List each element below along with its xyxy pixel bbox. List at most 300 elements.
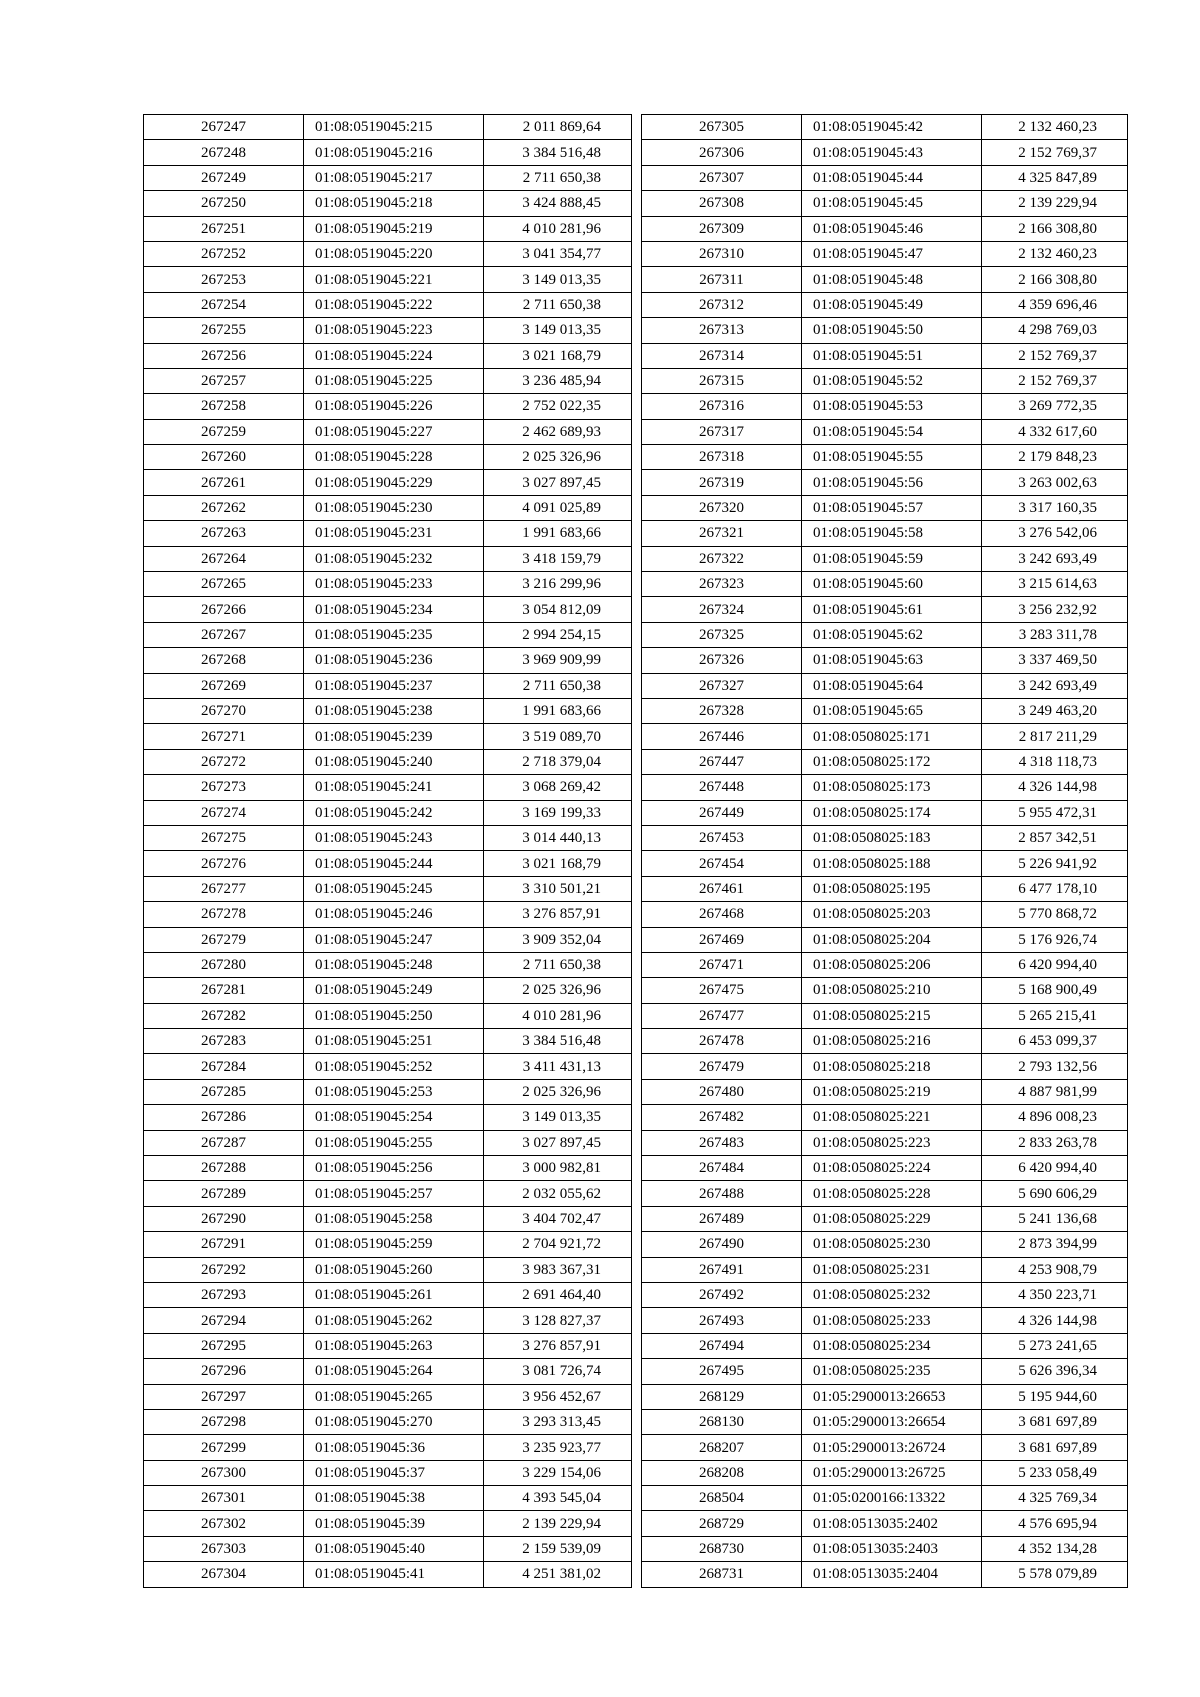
record-number-cell: 267489 bbox=[642, 1206, 802, 1231]
value-cell: 2 711 650,38 bbox=[484, 673, 632, 698]
cadastral-number-cell: 01:08:0519045:259 bbox=[304, 1232, 484, 1257]
cadastral-number-cell: 01:08:0519045:257 bbox=[304, 1181, 484, 1206]
record-number-cell: 267314 bbox=[642, 343, 802, 368]
cadastral-number-cell: 01:08:0519045:250 bbox=[304, 1003, 484, 1028]
table-row bbox=[144, 1232, 632, 1257]
value-cell: 3 027 897,45 bbox=[484, 470, 632, 495]
cadastral-number-cell: 01:08:0519045:260 bbox=[304, 1257, 484, 1282]
table-row bbox=[144, 292, 632, 317]
table-row bbox=[144, 622, 632, 647]
table-row bbox=[144, 1282, 632, 1307]
table-row bbox=[642, 775, 1128, 800]
cadastral-number-cell: 01:08:0508025:228 bbox=[802, 1181, 982, 1206]
value-cell: 3 384 516,48 bbox=[484, 1029, 632, 1054]
cadastral-number-cell: 01:08:0519045:231 bbox=[304, 521, 484, 546]
table-row bbox=[642, 978, 1128, 1003]
value-cell: 3 404 702,47 bbox=[484, 1206, 632, 1231]
value-cell: 4 325 847,89 bbox=[982, 165, 1128, 190]
value-cell: 3 149 013,35 bbox=[484, 318, 632, 343]
cadastral-number-cell: 01:08:0519045:56 bbox=[802, 470, 982, 495]
record-number-cell: 267305 bbox=[642, 115, 802, 140]
value-cell: 5 176 926,74 bbox=[982, 927, 1128, 952]
record-number-cell: 267311 bbox=[642, 267, 802, 292]
cadastral-number-cell: 01:08:0508025:235 bbox=[802, 1359, 982, 1384]
table-row bbox=[642, 876, 1128, 901]
cadastral-number-cell: 01:08:0508025:231 bbox=[802, 1257, 982, 1282]
table-row bbox=[642, 115, 1128, 140]
value-cell: 3 263 002,63 bbox=[982, 470, 1128, 495]
record-number-cell: 267250 bbox=[144, 191, 304, 216]
cadastral-number-cell: 01:08:0519045:42 bbox=[802, 115, 982, 140]
table-row bbox=[144, 165, 632, 190]
record-number-cell: 268129 bbox=[642, 1384, 802, 1409]
cadastral-number-cell: 01:08:0519045:227 bbox=[304, 419, 484, 444]
value-cell: 4 359 696,46 bbox=[982, 292, 1128, 317]
table-row bbox=[642, 1409, 1128, 1434]
cadastral-number-cell: 01:08:0519045:59 bbox=[802, 546, 982, 571]
table-row bbox=[144, 115, 632, 140]
value-cell: 3 041 354,77 bbox=[484, 241, 632, 266]
table-row bbox=[144, 597, 632, 622]
value-cell: 6 453 099,37 bbox=[982, 1029, 1128, 1054]
record-number-cell: 268130 bbox=[642, 1409, 802, 1434]
record-number-cell: 267262 bbox=[144, 495, 304, 520]
value-cell: 2 462 689,93 bbox=[484, 419, 632, 444]
value-cell: 3 081 726,74 bbox=[484, 1359, 632, 1384]
value-cell: 3 681 697,89 bbox=[982, 1409, 1128, 1434]
cadastral-number-cell: 01:08:0519045:229 bbox=[304, 470, 484, 495]
value-cell: 3 027 897,45 bbox=[484, 1130, 632, 1155]
table-row bbox=[144, 1511, 632, 1536]
table-row bbox=[642, 1282, 1128, 1307]
value-cell: 2 179 848,23 bbox=[982, 445, 1128, 470]
cadastral-number-cell: 01:08:0508025:223 bbox=[802, 1130, 982, 1155]
record-number-cell: 267284 bbox=[144, 1054, 304, 1079]
cadastral-number-cell: 01:08:0519045:232 bbox=[304, 546, 484, 571]
table-row bbox=[144, 1333, 632, 1358]
cadastral-number-cell: 01:05:2900013:26653 bbox=[802, 1384, 982, 1409]
right-data-table bbox=[641, 114, 1128, 1588]
cadastral-number-cell: 01:08:0519045:45 bbox=[802, 191, 982, 216]
table-row bbox=[144, 648, 632, 673]
record-number-cell: 267261 bbox=[144, 470, 304, 495]
table-row bbox=[642, 1029, 1128, 1054]
record-number-cell: 268208 bbox=[642, 1460, 802, 1485]
cadastral-number-cell: 01:08:0508025:232 bbox=[802, 1282, 982, 1307]
value-cell: 5 273 241,65 bbox=[982, 1333, 1128, 1358]
value-cell: 3 276 857,91 bbox=[484, 1333, 632, 1358]
value-cell: 2 025 326,96 bbox=[484, 1079, 632, 1104]
cadastral-number-cell: 01:08:0519045:234 bbox=[304, 597, 484, 622]
record-number-cell: 267325 bbox=[642, 622, 802, 647]
record-number-cell: 267298 bbox=[144, 1409, 304, 1434]
table-row bbox=[144, 546, 632, 571]
value-cell: 2 691 464,40 bbox=[484, 1282, 632, 1307]
table-row bbox=[642, 318, 1128, 343]
cadastral-number-cell: 01:08:0519045:240 bbox=[304, 749, 484, 774]
value-cell: 4 393 545,04 bbox=[484, 1486, 632, 1511]
table-row bbox=[642, 1105, 1128, 1130]
cadastral-number-cell: 01:08:0519045:242 bbox=[304, 800, 484, 825]
cadastral-number-cell: 01:08:0519045:236 bbox=[304, 648, 484, 673]
cadastral-number-cell: 01:05:2900013:26725 bbox=[802, 1460, 982, 1485]
record-number-cell: 267281 bbox=[144, 978, 304, 1003]
cadastral-number-cell: 01:08:0508025:233 bbox=[802, 1308, 982, 1333]
record-number-cell: 267252 bbox=[144, 241, 304, 266]
record-number-cell: 267295 bbox=[144, 1333, 304, 1358]
record-number-cell: 267271 bbox=[144, 724, 304, 749]
value-cell: 4 253 908,79 bbox=[982, 1257, 1128, 1282]
table-row bbox=[144, 876, 632, 901]
cadastral-number-cell: 01:08:0519045:48 bbox=[802, 267, 982, 292]
value-cell: 3 054 812,09 bbox=[484, 597, 632, 622]
table-row bbox=[642, 546, 1128, 571]
value-cell: 5 195 944,60 bbox=[982, 1384, 1128, 1409]
cadastral-number-cell: 01:08:0519045:217 bbox=[304, 165, 484, 190]
record-number-cell: 267300 bbox=[144, 1460, 304, 1485]
record-number-cell: 267328 bbox=[642, 698, 802, 723]
value-cell: 3 128 827,37 bbox=[484, 1308, 632, 1333]
record-number-cell: 267272 bbox=[144, 749, 304, 774]
table-row bbox=[642, 673, 1128, 698]
value-cell: 1 991 683,66 bbox=[484, 698, 632, 723]
table-row bbox=[642, 851, 1128, 876]
table-row bbox=[642, 1130, 1128, 1155]
record-number-cell: 267294 bbox=[144, 1308, 304, 1333]
record-number-cell: 267313 bbox=[642, 318, 802, 343]
record-number-cell: 267316 bbox=[642, 394, 802, 419]
record-number-cell: 267320 bbox=[642, 495, 802, 520]
cadastral-number-cell: 01:08:0519045:251 bbox=[304, 1029, 484, 1054]
left-table-body bbox=[144, 115, 632, 1588]
table-row bbox=[642, 622, 1128, 647]
value-cell: 3 169 199,33 bbox=[484, 800, 632, 825]
table-row bbox=[144, 241, 632, 266]
record-number-cell: 267490 bbox=[642, 1232, 802, 1257]
record-number-cell: 267290 bbox=[144, 1206, 304, 1231]
table-row bbox=[642, 241, 1128, 266]
value-cell: 2 032 055,62 bbox=[484, 1181, 632, 1206]
value-cell: 3 969 909,99 bbox=[484, 648, 632, 673]
cadastral-number-cell: 01:08:0508025:195 bbox=[802, 876, 982, 901]
value-cell: 3 249 463,20 bbox=[982, 698, 1128, 723]
value-cell: 3 021 168,79 bbox=[484, 851, 632, 876]
value-cell: 2 132 460,23 bbox=[982, 241, 1128, 266]
cadastral-number-cell: 01:08:0519045:63 bbox=[802, 648, 982, 673]
table-row bbox=[144, 927, 632, 952]
table-row bbox=[144, 495, 632, 520]
cadastral-number-cell: 01:08:0519045:61 bbox=[802, 597, 982, 622]
cadastral-number-cell: 01:08:0508025:224 bbox=[802, 1156, 982, 1181]
cadastral-number-cell: 01:08:0519045:62 bbox=[802, 622, 982, 647]
cadastral-number-cell: 01:08:0519045:38 bbox=[304, 1486, 484, 1511]
value-cell: 2 139 229,94 bbox=[484, 1511, 632, 1536]
table-row bbox=[144, 902, 632, 927]
cadastral-number-cell: 01:08:0519045:224 bbox=[304, 343, 484, 368]
table-row bbox=[144, 1003, 632, 1028]
table-row bbox=[642, 368, 1128, 393]
table-row bbox=[144, 1181, 632, 1206]
cadastral-number-cell: 01:08:0519045:230 bbox=[304, 495, 484, 520]
cadastral-number-cell: 01:08:0519045:53 bbox=[802, 394, 982, 419]
cadastral-number-cell: 01:08:0508025:215 bbox=[802, 1003, 982, 1028]
record-number-cell: 267253 bbox=[144, 267, 304, 292]
cadastral-number-cell: 01:08:0508025:210 bbox=[802, 978, 982, 1003]
table-row bbox=[144, 1257, 632, 1282]
value-cell: 2 857 342,51 bbox=[982, 825, 1128, 850]
cadastral-number-cell: 01:08:0519045:47 bbox=[802, 241, 982, 266]
table-row bbox=[144, 724, 632, 749]
record-number-cell: 267309 bbox=[642, 216, 802, 241]
record-number-cell: 267257 bbox=[144, 368, 304, 393]
table-row bbox=[144, 1359, 632, 1384]
value-cell: 4 298 769,03 bbox=[982, 318, 1128, 343]
record-number-cell: 267273 bbox=[144, 775, 304, 800]
table-row bbox=[144, 1156, 632, 1181]
value-cell: 3 337 469,50 bbox=[982, 648, 1128, 673]
table-row bbox=[144, 470, 632, 495]
record-number-cell: 267289 bbox=[144, 1181, 304, 1206]
table-row bbox=[642, 1156, 1128, 1181]
cadastral-number-cell: 01:08:0519045:65 bbox=[802, 698, 982, 723]
table-row bbox=[144, 673, 632, 698]
table-row bbox=[642, 749, 1128, 774]
cadastral-number-cell: 01:08:0519045:235 bbox=[304, 622, 484, 647]
record-number-cell: 267326 bbox=[642, 648, 802, 673]
value-cell: 4 352 134,28 bbox=[982, 1536, 1128, 1561]
cadastral-number-cell: 01:08:0519045:245 bbox=[304, 876, 484, 901]
table-row bbox=[642, 343, 1128, 368]
value-cell: 4 350 223,71 bbox=[982, 1282, 1128, 1307]
record-number-cell: 267285 bbox=[144, 1079, 304, 1104]
record-number-cell: 267251 bbox=[144, 216, 304, 241]
table-row bbox=[642, 597, 1128, 622]
record-number-cell: 267491 bbox=[642, 1257, 802, 1282]
value-cell: 3 411 431,13 bbox=[484, 1054, 632, 1079]
table-row bbox=[144, 191, 632, 216]
table-row bbox=[144, 394, 632, 419]
cadastral-number-cell: 01:08:0513035:2404 bbox=[802, 1562, 982, 1587]
record-number-cell: 267283 bbox=[144, 1029, 304, 1054]
record-number-cell: 267282 bbox=[144, 1003, 304, 1028]
value-cell: 4 896 008,23 bbox=[982, 1105, 1128, 1130]
value-cell: 3 283 311,78 bbox=[982, 622, 1128, 647]
value-cell: 3 418 159,79 bbox=[484, 546, 632, 571]
record-number-cell: 267492 bbox=[642, 1282, 802, 1307]
cadastral-number-cell: 01:08:0519045:222 bbox=[304, 292, 484, 317]
cadastral-number-cell: 01:08:0508025:203 bbox=[802, 902, 982, 927]
cadastral-number-cell: 01:08:0519045:255 bbox=[304, 1130, 484, 1155]
value-cell: 5 955 472,31 bbox=[982, 800, 1128, 825]
record-number-cell: 267256 bbox=[144, 343, 304, 368]
record-number-cell: 267248 bbox=[144, 140, 304, 165]
value-cell: 3 276 542,06 bbox=[982, 521, 1128, 546]
record-number-cell: 267299 bbox=[144, 1435, 304, 1460]
value-cell: 3 149 013,35 bbox=[484, 1105, 632, 1130]
record-number-cell: 267260 bbox=[144, 445, 304, 470]
table-row bbox=[642, 140, 1128, 165]
value-cell: 2 166 308,80 bbox=[982, 216, 1128, 241]
record-number-cell: 267278 bbox=[144, 902, 304, 927]
cadastral-number-cell: 01:08:0508025:229 bbox=[802, 1206, 982, 1231]
record-number-cell: 267480 bbox=[642, 1079, 802, 1104]
cadastral-number-cell: 01:05:2900013:26654 bbox=[802, 1409, 982, 1434]
record-number-cell: 267275 bbox=[144, 825, 304, 850]
record-number-cell: 267266 bbox=[144, 597, 304, 622]
left-data-table bbox=[143, 114, 632, 1588]
table-row bbox=[144, 318, 632, 343]
value-cell: 2 817 211,29 bbox=[982, 724, 1128, 749]
table-row bbox=[642, 165, 1128, 190]
value-cell: 2 152 769,37 bbox=[982, 343, 1128, 368]
record-number-cell: 267297 bbox=[144, 1384, 304, 1409]
record-number-cell: 267461 bbox=[642, 876, 802, 901]
record-number-cell: 267306 bbox=[642, 140, 802, 165]
cadastral-number-cell: 01:08:0519045:41 bbox=[304, 1562, 484, 1587]
cadastral-number-cell: 01:08:0519045:64 bbox=[802, 673, 982, 698]
table-row bbox=[144, 1308, 632, 1333]
cadastral-number-cell: 01:08:0519045:57 bbox=[802, 495, 982, 520]
cadastral-number-cell: 01:08:0508025:230 bbox=[802, 1232, 982, 1257]
table-row bbox=[144, 1486, 632, 1511]
cadastral-number-cell: 01:08:0508025:206 bbox=[802, 952, 982, 977]
table-row bbox=[144, 419, 632, 444]
table-row bbox=[144, 521, 632, 546]
cadastral-number-cell: 01:08:0519045:46 bbox=[802, 216, 982, 241]
table-row bbox=[642, 419, 1128, 444]
cadastral-number-cell: 01:08:0519045:39 bbox=[304, 1511, 484, 1536]
cadastral-number-cell: 01:08:0508025:171 bbox=[802, 724, 982, 749]
value-cell: 3 269 772,35 bbox=[982, 394, 1128, 419]
table-row bbox=[144, 1460, 632, 1485]
value-cell: 2 711 650,38 bbox=[484, 165, 632, 190]
table-row bbox=[642, 394, 1128, 419]
cadastral-number-cell: 01:08:0519045:233 bbox=[304, 572, 484, 597]
record-number-cell: 267483 bbox=[642, 1130, 802, 1155]
table-row bbox=[144, 572, 632, 597]
cadastral-number-cell: 01:08:0519045:258 bbox=[304, 1206, 484, 1231]
value-cell: 2 711 650,38 bbox=[484, 952, 632, 977]
cadastral-number-cell: 01:08:0519045:265 bbox=[304, 1384, 484, 1409]
value-cell: 2 704 921,72 bbox=[484, 1232, 632, 1257]
value-cell: 3 384 516,48 bbox=[484, 140, 632, 165]
cadastral-number-cell: 01:08:0519045:256 bbox=[304, 1156, 484, 1181]
record-number-cell: 267293 bbox=[144, 1282, 304, 1307]
value-cell: 3 310 501,21 bbox=[484, 876, 632, 901]
record-number-cell: 268730 bbox=[642, 1536, 802, 1561]
cadastral-number-cell: 01:08:0519045:54 bbox=[802, 419, 982, 444]
record-number-cell: 267323 bbox=[642, 572, 802, 597]
table-row bbox=[144, 1029, 632, 1054]
record-number-cell: 267249 bbox=[144, 165, 304, 190]
cadastral-number-cell: 01:08:0519045:50 bbox=[802, 318, 982, 343]
record-number-cell: 267494 bbox=[642, 1333, 802, 1358]
table-row bbox=[642, 292, 1128, 317]
value-cell: 3 149 013,35 bbox=[484, 267, 632, 292]
cadastral-number-cell: 01:08:0519045:221 bbox=[304, 267, 484, 292]
table-row bbox=[144, 749, 632, 774]
value-cell: 2 718 379,04 bbox=[484, 749, 632, 774]
table-row bbox=[642, 470, 1128, 495]
record-number-cell: 267279 bbox=[144, 927, 304, 952]
cadastral-number-cell: 01:08:0508025:174 bbox=[802, 800, 982, 825]
cadastral-number-cell: 01:08:0519045:49 bbox=[802, 292, 982, 317]
cadastral-number-cell: 01:08:0519045:253 bbox=[304, 1079, 484, 1104]
cadastral-number-cell: 01:08:0513035:2402 bbox=[802, 1511, 982, 1536]
record-number-cell: 267254 bbox=[144, 292, 304, 317]
table-row bbox=[144, 978, 632, 1003]
value-cell: 4 251 381,02 bbox=[484, 1562, 632, 1587]
cadastral-number-cell: 01:08:0519045:270 bbox=[304, 1409, 484, 1434]
record-number-cell: 267291 bbox=[144, 1232, 304, 1257]
table-row bbox=[144, 445, 632, 470]
cadastral-number-cell: 01:08:0519045:218 bbox=[304, 191, 484, 216]
cadastral-number-cell: 01:08:0519045:243 bbox=[304, 825, 484, 850]
record-number-cell: 267270 bbox=[144, 698, 304, 723]
cadastral-number-cell: 01:08:0508025:221 bbox=[802, 1105, 982, 1130]
record-number-cell: 267324 bbox=[642, 597, 802, 622]
record-number-cell: 267449 bbox=[642, 800, 802, 825]
record-number-cell: 267255 bbox=[144, 318, 304, 343]
record-number-cell: 268207 bbox=[642, 1435, 802, 1460]
table-row bbox=[642, 1308, 1128, 1333]
value-cell: 3 068 269,42 bbox=[484, 775, 632, 800]
value-cell: 3 317 160,35 bbox=[982, 495, 1128, 520]
record-number-cell: 267258 bbox=[144, 394, 304, 419]
value-cell: 3 256 232,92 bbox=[982, 597, 1128, 622]
cadastral-number-cell: 01:08:0519045:263 bbox=[304, 1333, 484, 1358]
table-row bbox=[642, 1460, 1128, 1485]
table-row bbox=[642, 495, 1128, 520]
table-row bbox=[642, 1384, 1128, 1409]
cadastral-number-cell: 01:08:0519045:225 bbox=[304, 368, 484, 393]
table-row bbox=[144, 1562, 632, 1587]
table-row bbox=[642, 1232, 1128, 1257]
record-number-cell: 267303 bbox=[144, 1536, 304, 1561]
value-cell: 3 909 352,04 bbox=[484, 927, 632, 952]
value-cell: 4 010 281,96 bbox=[484, 1003, 632, 1028]
record-number-cell: 267274 bbox=[144, 800, 304, 825]
table-row bbox=[642, 1206, 1128, 1231]
record-number-cell: 267454 bbox=[642, 851, 802, 876]
cadastral-number-cell: 01:08:0519045:239 bbox=[304, 724, 484, 749]
right-table-body bbox=[642, 115, 1128, 1588]
record-number-cell: 267484 bbox=[642, 1156, 802, 1181]
value-cell: 2 025 326,96 bbox=[484, 978, 632, 1003]
table-row bbox=[642, 1435, 1128, 1460]
table-row bbox=[144, 216, 632, 241]
record-number-cell: 267304 bbox=[144, 1562, 304, 1587]
table-row bbox=[642, 1562, 1128, 1587]
value-cell: 3 956 452,67 bbox=[484, 1384, 632, 1409]
cadastral-number-cell: 01:08:0519045:223 bbox=[304, 318, 484, 343]
record-number-cell: 267265 bbox=[144, 572, 304, 597]
cadastral-number-cell: 01:08:0519045:246 bbox=[304, 902, 484, 927]
cadastral-number-cell: 01:08:0519045:51 bbox=[802, 343, 982, 368]
record-number-cell: 267469 bbox=[642, 927, 802, 952]
value-cell: 2 994 254,15 bbox=[484, 622, 632, 647]
record-number-cell: 267448 bbox=[642, 775, 802, 800]
value-cell: 3 242 693,49 bbox=[982, 546, 1128, 571]
record-number-cell: 267447 bbox=[642, 749, 802, 774]
cadastral-number-cell: 01:08:0508025:173 bbox=[802, 775, 982, 800]
value-cell: 4 326 144,98 bbox=[982, 1308, 1128, 1333]
table-row bbox=[642, 1536, 1128, 1561]
record-number-cell: 267317 bbox=[642, 419, 802, 444]
record-number-cell: 267453 bbox=[642, 825, 802, 850]
value-cell: 2 833 263,78 bbox=[982, 1130, 1128, 1155]
cadastral-number-cell: 01:08:0519045:44 bbox=[802, 165, 982, 190]
